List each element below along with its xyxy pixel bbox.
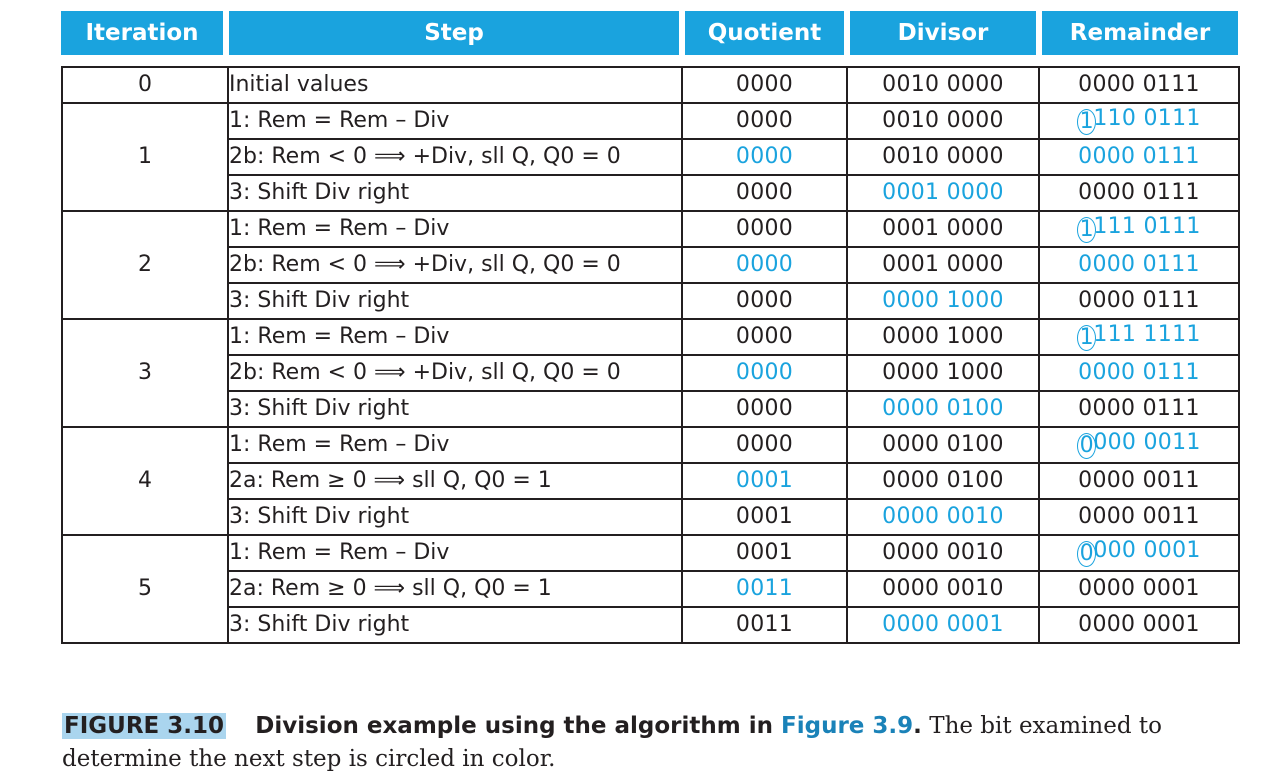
quotient-cell: 0000 [682, 247, 847, 283]
step-cell: 1: Rem = Rem – Div [228, 535, 682, 571]
remainder-cell [1039, 211, 1239, 247]
circled-bit: 0 [1077, 541, 1096, 567]
table-row [62, 139, 1239, 175]
header-step: Step [229, 11, 679, 55]
circled-bit: 1 [1077, 109, 1096, 135]
figure-label: FIGURE 3.10 [64, 713, 225, 739]
quotient-cell: 0011 [682, 607, 847, 643]
table-row [62, 391, 1239, 427]
division-table [61, 66, 1240, 644]
quotient-cell: 0000 [682, 175, 847, 211]
quotient-cell: 0000 [682, 139, 847, 175]
quotient-cell: 0000 [682, 319, 847, 355]
table-row [62, 211, 1239, 247]
divisor-cell: 0010 0000 [847, 139, 1039, 175]
iteration-cell: 3 [62, 319, 228, 427]
divisor-cell: 0000 1000 [847, 319, 1039, 355]
remainder-cell: 0000 0001 [1039, 571, 1239, 607]
table-row [62, 607, 1239, 643]
table-row [62, 67, 1239, 103]
divisor-cell: 0001 0000 [847, 175, 1039, 211]
table-row [62, 463, 1239, 499]
figure-caption [62, 710, 1252, 776]
quotient-cell: 0011 [682, 571, 847, 607]
remainder-cell: 0000 0001 [1039, 607, 1239, 643]
step-cell: 2b: Rem < 0 ⟹ +Div, sll Q, Q0 = 0 [228, 355, 682, 391]
iteration-cell: 1 [62, 103, 228, 211]
remainder-cell: 0000 0111 [1039, 139, 1239, 175]
divisor-cell: 0000 1000 [847, 355, 1039, 391]
figure-title-text: Division example using the algorithm in [255, 713, 782, 739]
iteration-cell: 5 [62, 535, 228, 643]
remainder-cell: 0000 0111 [1039, 391, 1239, 427]
header-divisor: Divisor [850, 11, 1036, 55]
quotient-cell: 0000 [682, 427, 847, 463]
step-cell: 1: Rem = Rem – Div [228, 103, 682, 139]
divisor-cell: 0000 0010 [847, 571, 1039, 607]
quotient-cell: 0001 [682, 463, 847, 499]
remainder-cell [1039, 427, 1239, 463]
division-table-body [62, 67, 1239, 643]
step-cell: 3: Shift Div right [228, 499, 682, 535]
remainder-cell: 0000 0111 [1039, 67, 1239, 103]
divisor-cell: 0001 0000 [847, 211, 1039, 247]
figure-title [255, 713, 922, 739]
divisor-cell: 0000 0001 [847, 607, 1039, 643]
remainder-cell: 0000 0111 [1039, 247, 1239, 283]
remainder-cell: 0000 0011 [1039, 463, 1239, 499]
quotient-cell: 0000 [682, 103, 847, 139]
circled-bit: 1 [1077, 217, 1096, 243]
remainder-cell: 0000 0011 [1039, 499, 1239, 535]
remainder-cell [1039, 535, 1239, 571]
iteration-cell: 0 [62, 67, 228, 103]
divisor-cell: 0000 0100 [847, 391, 1039, 427]
table-row [62, 319, 1239, 355]
remainder-rest: 110 0111 [1093, 105, 1201, 131]
step-cell: 1: Rem = Rem – Div [228, 427, 682, 463]
step-cell: 2b: Rem < 0 ⟹ +Div, sll Q, Q0 = 0 [228, 247, 682, 283]
remainder-rest: 000 0001 [1093, 537, 1201, 563]
divisor-cell: 0000 0010 [847, 535, 1039, 571]
step-cell: 1: Rem = Rem – Div [228, 211, 682, 247]
quotient-cell: 0001 [682, 499, 847, 535]
divisor-cell: 0000 1000 [847, 283, 1039, 319]
remainder-cell: 0000 0111 [1039, 355, 1239, 391]
step-cell: 3: Shift Div right [228, 175, 682, 211]
quotient-cell: 0000 [682, 355, 847, 391]
remainder-rest: 111 1111 [1093, 321, 1201, 347]
table-row [62, 427, 1239, 463]
figure-title-period: . [913, 713, 922, 739]
remainder-rest: 111 0111 [1093, 213, 1201, 239]
remainder-cell: 0000 0111 [1039, 283, 1239, 319]
remainder-rest: 000 0011 [1093, 429, 1201, 455]
table-row [62, 175, 1239, 211]
table-row [62, 535, 1239, 571]
remainder-cell: 0000 0111 [1039, 175, 1239, 211]
header-iteration: Iteration [61, 11, 223, 55]
quotient-cell: 0000 [682, 67, 847, 103]
divisor-cell: 0010 0000 [847, 103, 1039, 139]
quotient-cell: 0000 [682, 391, 847, 427]
divisor-cell: 0010 0000 [847, 67, 1039, 103]
iteration-cell: 2 [62, 211, 228, 319]
step-cell: 1: Rem = Rem – Div [228, 319, 682, 355]
remainder-cell [1039, 103, 1239, 139]
table-row [62, 103, 1239, 139]
quotient-cell: 0001 [682, 535, 847, 571]
step-cell: 3: Shift Div right [228, 283, 682, 319]
table-row [62, 247, 1239, 283]
divisor-cell: 0000 0100 [847, 427, 1039, 463]
remainder-cell [1039, 319, 1239, 355]
step-cell: 2a: Rem ≥ 0 ⟹ sll Q, Q0 = 1 [228, 463, 682, 499]
step-cell: 2a: Rem ≥ 0 ⟹ sll Q, Q0 = 1 [228, 571, 682, 607]
divisor-cell: 0001 0000 [847, 247, 1039, 283]
divisor-cell: 0000 0100 [847, 463, 1039, 499]
circled-bit: 0 [1077, 433, 1096, 459]
step-cell: 2b: Rem < 0 ⟹ +Div, sll Q, Q0 = 0 [228, 139, 682, 175]
step-cell: 3: Shift Div right [228, 607, 682, 643]
quotient-cell: 0000 [682, 211, 847, 247]
figure-description: The bit examined to determine the next step is circled in color. [62, 713, 1162, 772]
header-quotient: Quotient [685, 11, 844, 55]
quotient-cell: 0000 [682, 283, 847, 319]
table-row [62, 283, 1239, 319]
table-row [62, 571, 1239, 607]
figure-reference-link[interactable]: Figure 3.9 [781, 713, 914, 739]
step-cell: 3: Shift Div right [228, 391, 682, 427]
step-cell: Initial values [228, 67, 682, 103]
table-row [62, 499, 1239, 535]
divisor-cell: 0000 0010 [847, 499, 1039, 535]
table-row [62, 355, 1239, 391]
circled-bit: 1 [1077, 325, 1096, 351]
header-remainder: Remainder [1042, 11, 1238, 55]
iteration-cell: 4 [62, 427, 228, 535]
